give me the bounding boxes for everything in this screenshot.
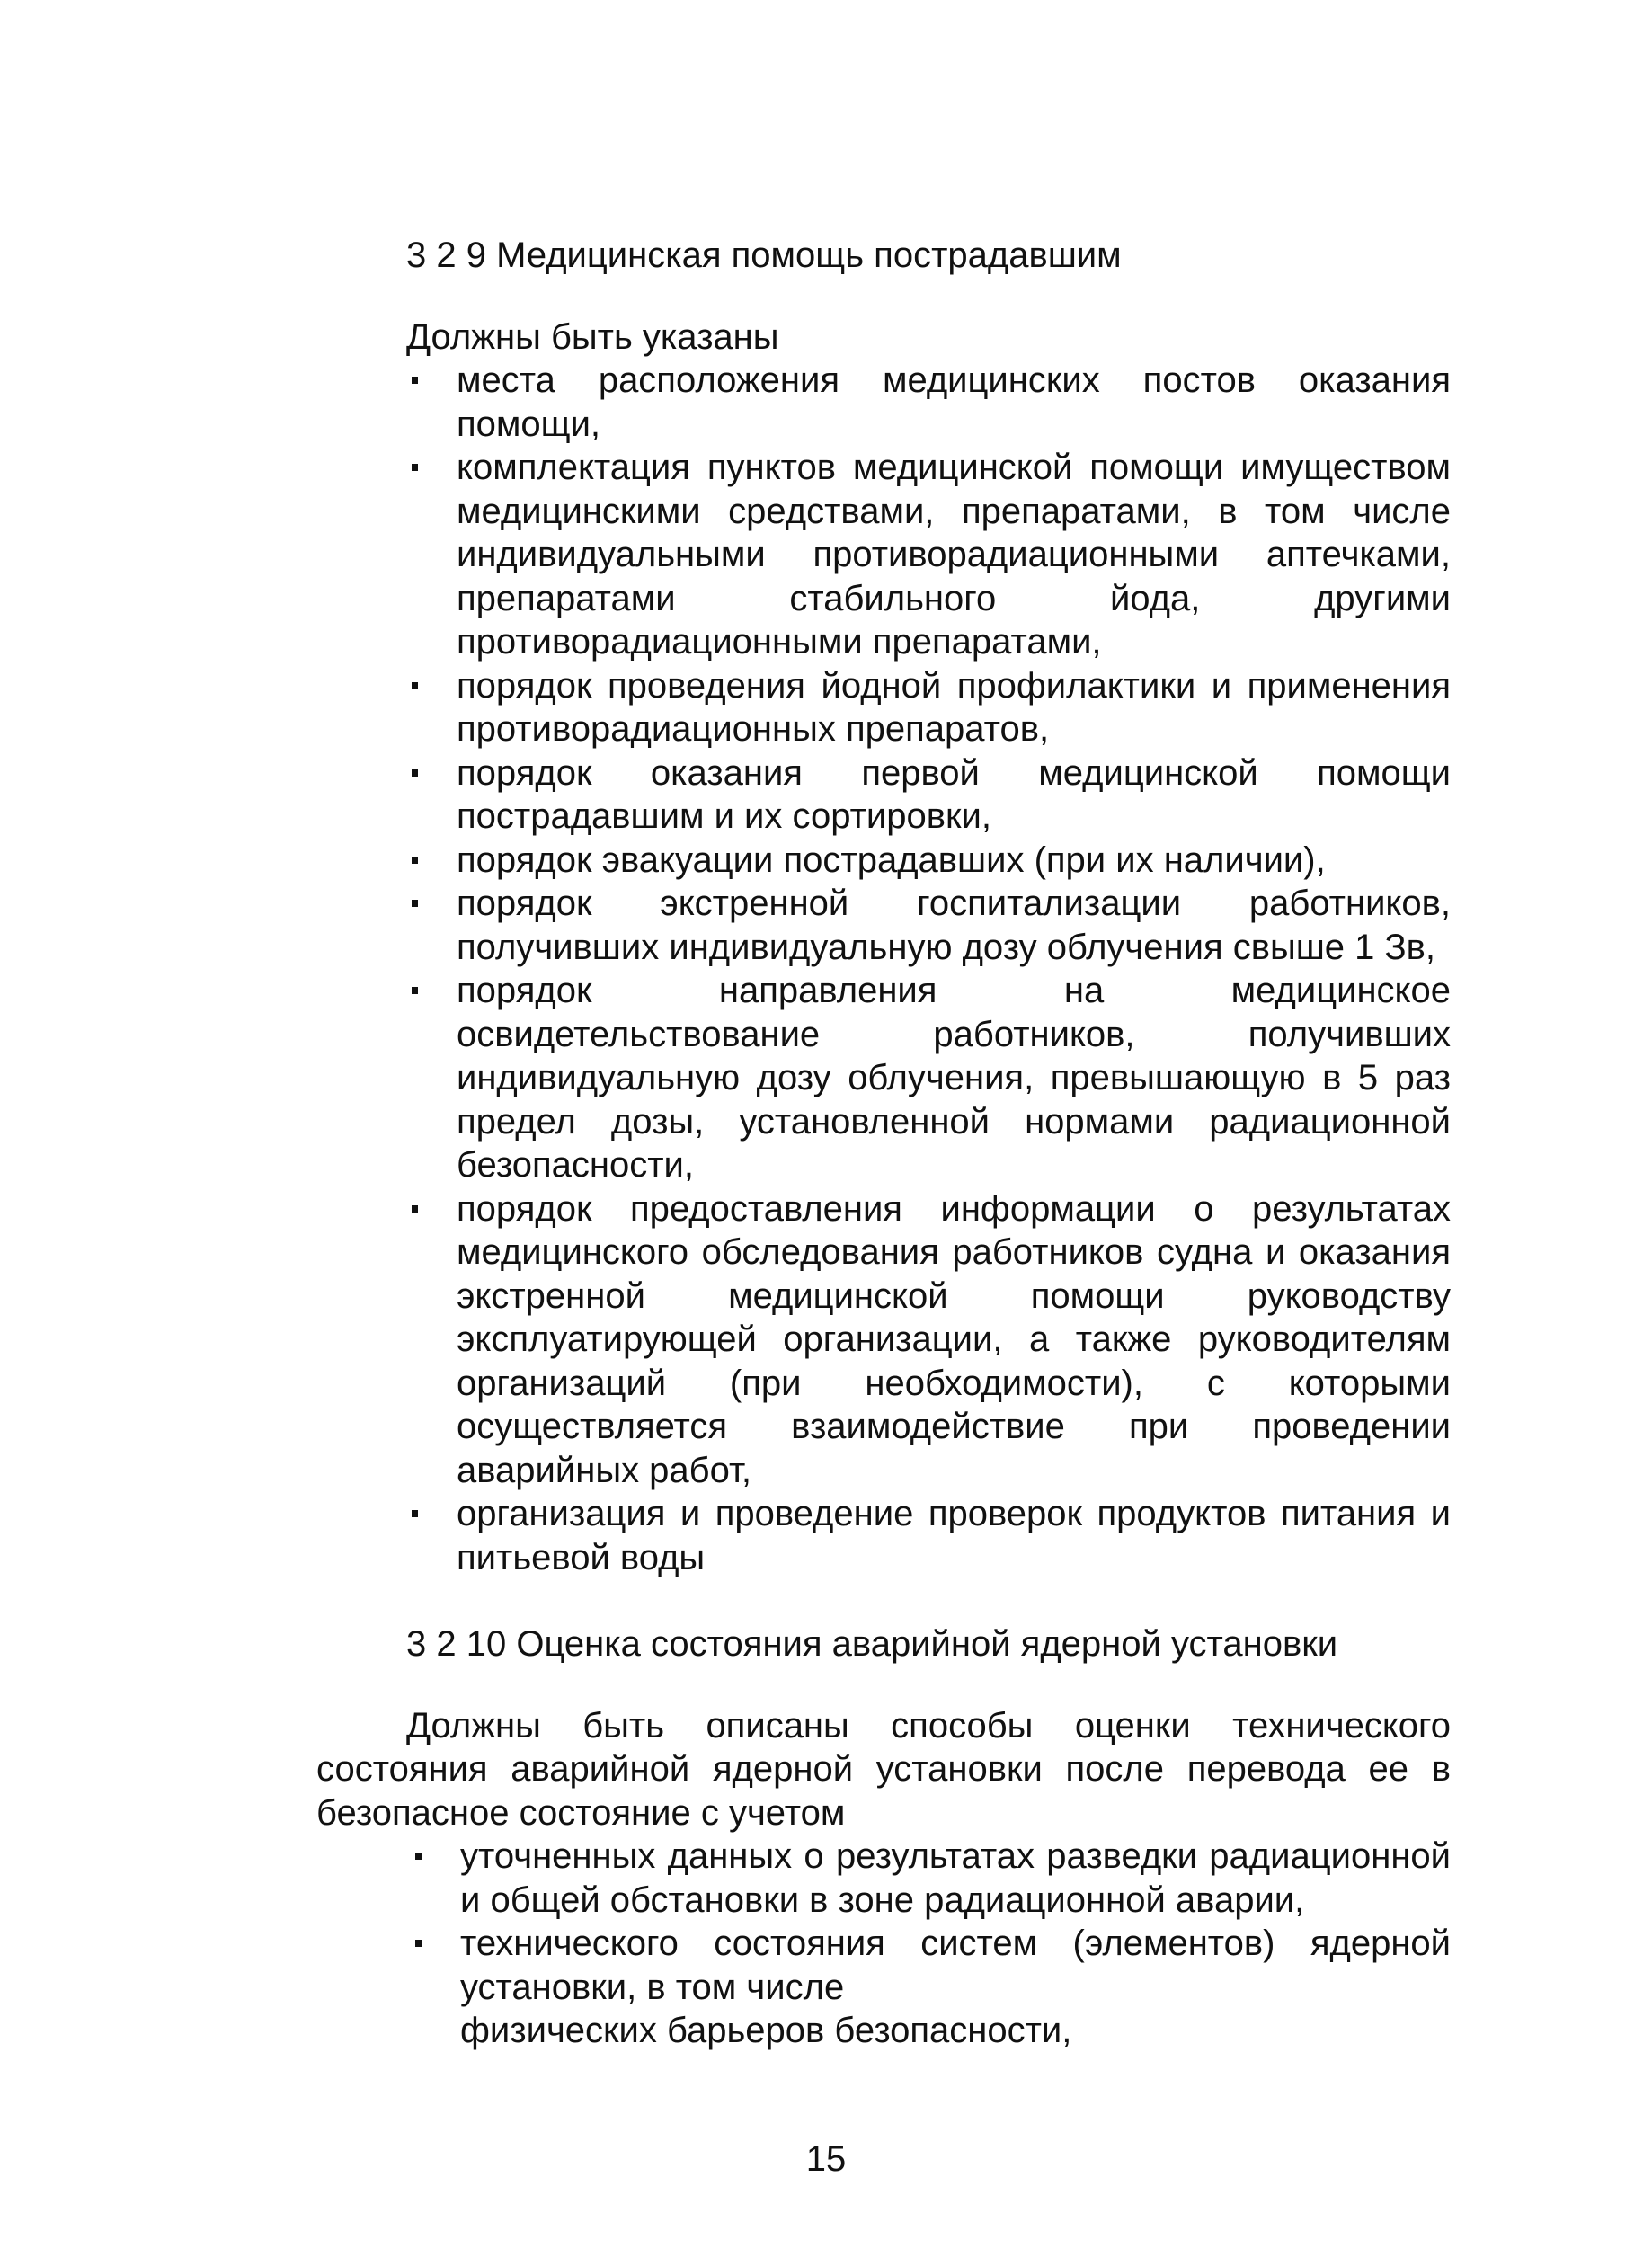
page-body xyxy=(316,234,1451,2053)
list-item xyxy=(457,664,1451,751)
continuation-text: физических барьеров безопасности, xyxy=(460,2011,1072,2050)
list-item xyxy=(457,1492,1451,1579)
list-item-text: порядок направления на медицинское освидетельствование работников, получивших индивидуальную дозу облучения, превышающую в 5 раз предел дозы, установленной нормами радиационной безопасности, xyxy=(457,971,1451,1185)
list-item-text: организация и проведение проверок продуктов питания и питьевой воды xyxy=(457,1494,1451,1577)
section-heading-3-2-10: 3 2 10 Оценка состояния аварийной ядерной установки xyxy=(406,1624,1338,1664)
list-item xyxy=(457,751,1451,839)
list-item-text: уточненных данных о результатах разведки радиационной и общей обстановки в зоне радиационной аварии, xyxy=(460,1836,1451,1920)
list-item-text: технического состояния систем (элементов) ядерной установки, в том числе xyxy=(460,1924,1451,2007)
bullet-icon xyxy=(415,1853,422,1860)
list-item xyxy=(457,446,1451,664)
section-heading-3-2-9: 3 2 9 Медицинская помощь пострадавшим xyxy=(406,235,1122,275)
bullet-icon xyxy=(412,857,418,864)
bullet-icon xyxy=(412,682,418,689)
bullet-icon xyxy=(415,1940,422,1947)
section-lead-text: Должны быть указаны xyxy=(406,316,779,357)
section-paragraph: Должны быть описаны способы оценки технического состояния аварийной ядерной установки после перевода ее в безопасное состояние с учетом xyxy=(316,1705,1451,1833)
list-item-text: места расположения медицинских постов оказания помощи, xyxy=(457,360,1451,444)
bullet-icon xyxy=(412,769,418,777)
bullet-list-medical-help xyxy=(316,359,1451,1579)
list-item-text: порядок экстренной госпитализации работников, получивших индивидуальную дозу облучения свыше 1 Зв, xyxy=(457,884,1451,967)
bullet-list-reactor-assessment xyxy=(316,1835,1451,2009)
bullet-icon xyxy=(412,1205,418,1213)
list-item xyxy=(457,839,1451,883)
list-item-text: порядок предоставления информации о результатах медицинского обследования работников судна и оказания экстренной медицинской помощи руководству эксплуатирующей организации, а также руководителям организаций (при необходимости), с которыми осуществляется взаимодействие при проведении аварийных работ, xyxy=(457,1188,1451,1490)
bullet-icon xyxy=(412,1510,418,1517)
bullet-icon xyxy=(412,987,418,994)
bullet-icon xyxy=(412,464,418,471)
list-item xyxy=(460,1922,1451,2009)
list-item xyxy=(457,359,1451,446)
list-item xyxy=(457,1187,1451,1493)
bullet-icon xyxy=(412,377,418,384)
list-item-text: порядок оказания первой медицинской помощи пострадавшим и их сортировки, xyxy=(457,752,1451,836)
list-item xyxy=(457,882,1451,969)
list-item xyxy=(460,1835,1451,1922)
list-item xyxy=(457,969,1451,1187)
page-number: 15 xyxy=(805,2139,847,2179)
bullet-icon xyxy=(412,900,418,907)
list-item-text: порядок проведения йодной профилактики и применения противорадиационных препаратов, xyxy=(457,665,1451,749)
list-item-text: порядок эвакуации пострадавших (при их наличии), xyxy=(457,840,1326,880)
list-item-text: комплектация пунктов медицинской помощи имуществом медицинскими средствами, препаратами, в том числе индивидуальными противорадиационными аптечками, препаратами стабильного йода, другими противорадиационными препаратами, xyxy=(457,448,1451,662)
